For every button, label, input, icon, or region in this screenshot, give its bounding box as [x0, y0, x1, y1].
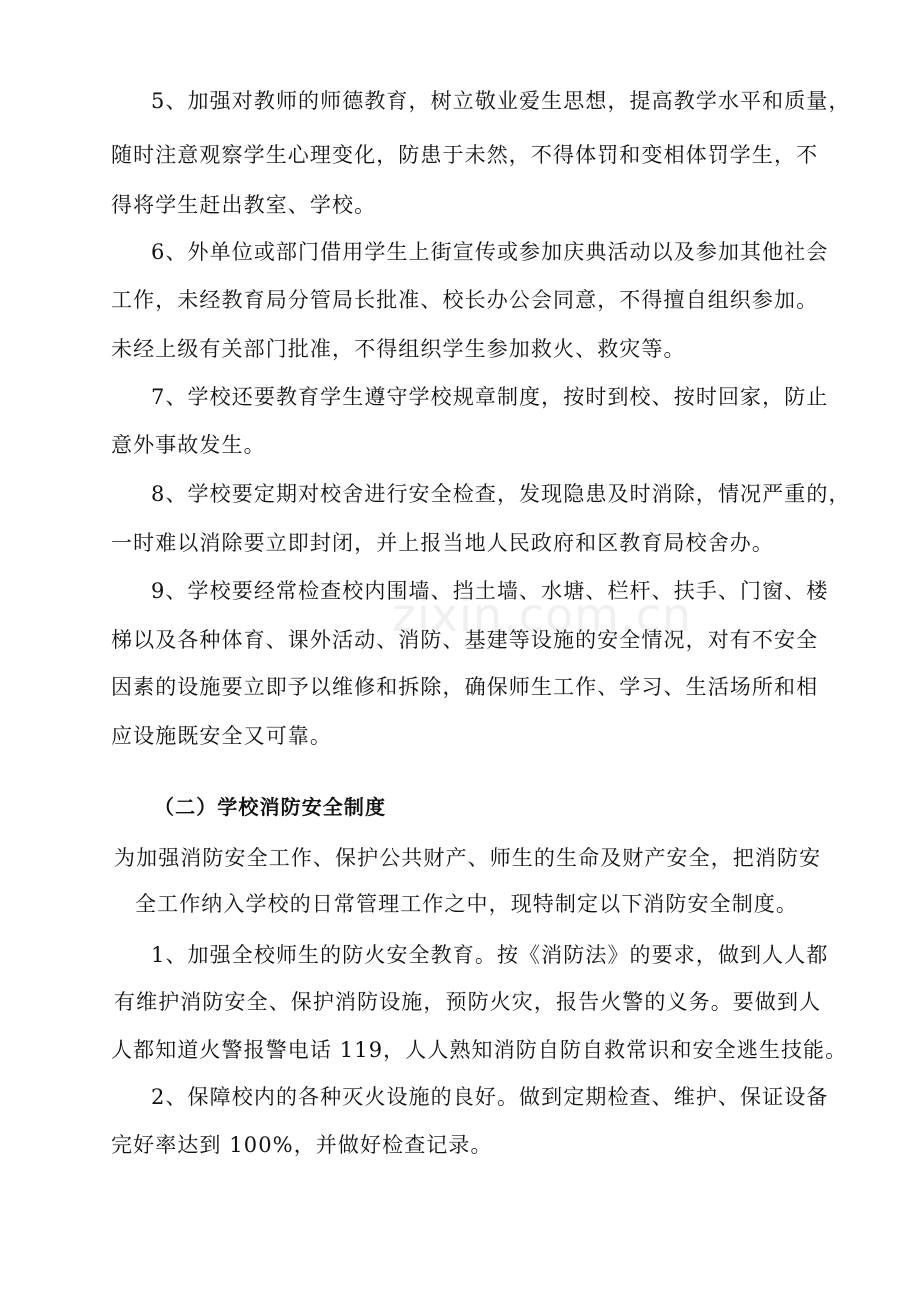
text-line: 全工作纳入学校的日常管理工作之中，现特制定以下消防安全制度。: [135, 892, 798, 916]
text-line: 意外事故发生。: [111, 433, 266, 457]
text-line: 8、学校要定期对校舍进行安全检查，发现隐患及时消除，情况严重的，: [151, 482, 851, 506]
text-line: 未经上级有关部门批准，不得组织学生参加救火、救灾等。: [111, 337, 686, 361]
text-line: 随时注意观察学生心理变化，防患于未然，不得体罚和变相体罚学生，不: [111, 143, 819, 167]
text-line: 因素的设施要立即予以维修和拆除，确保师生工作、学习、生活场所和相: [111, 675, 819, 699]
text-line: 5、加强对教师的师德教育，树立敬业爱生思想，提高教学水平和质量，: [151, 89, 851, 113]
text-line: 工作，未经教育局分管局长批准、校长办公会同意，不得擅自组织参加。: [111, 288, 819, 312]
watermark-text: zixin.com.cn: [392, 588, 693, 642]
text-line: 一时难以消除要立即封闭，并上报当地人民政府和区教育局校舍办。: [111, 531, 774, 555]
text-line: 应设施既安全又可靠。: [111, 724, 332, 748]
text-line: 6、外单位或部门借用学生上街宣传或参加庆典活动以及参加其他社会: [151, 240, 829, 264]
text-line: 有维护消防安全、保护消防设施，预防火灾，报告火警的义务。要做到人: [114, 990, 822, 1014]
text-line: 2、保障校内的各种灭火设施的良好。做到定期检查、维护、保证设备: [151, 1085, 829, 1109]
text-line: 梯以及各种体育、课外活动、消防、基建等设施的安全情况，对有不安全: [111, 628, 819, 652]
text-line: 9、学校要经常检查校内围墙、挡土墙、水塘、栏杆、扶手、门窗、楼: [151, 579, 829, 603]
text-line: 1、加强全校师生的防火安全教育。按《消防法》的要求，做到人人都: [151, 943, 829, 967]
text-line: 7、学校还要教育学生遵守学校规章制度，按时到校、按时回家，防止: [151, 385, 829, 409]
text-line: 得将学生赶出教室、学校。: [111, 193, 377, 217]
section-heading: （二）学校消防安全制度: [154, 795, 387, 819]
text-line: 完好率达到 100%，并做好检查记录。: [111, 1133, 493, 1157]
text-line: 人都知道火警报警电话 119，人人熟知消防自防自救常识和安全逃生技能。: [111, 1038, 848, 1062]
text-line: 为加强消防安全工作、保护公共财产、师生的生命及财产安全，把消防安: [114, 846, 822, 870]
